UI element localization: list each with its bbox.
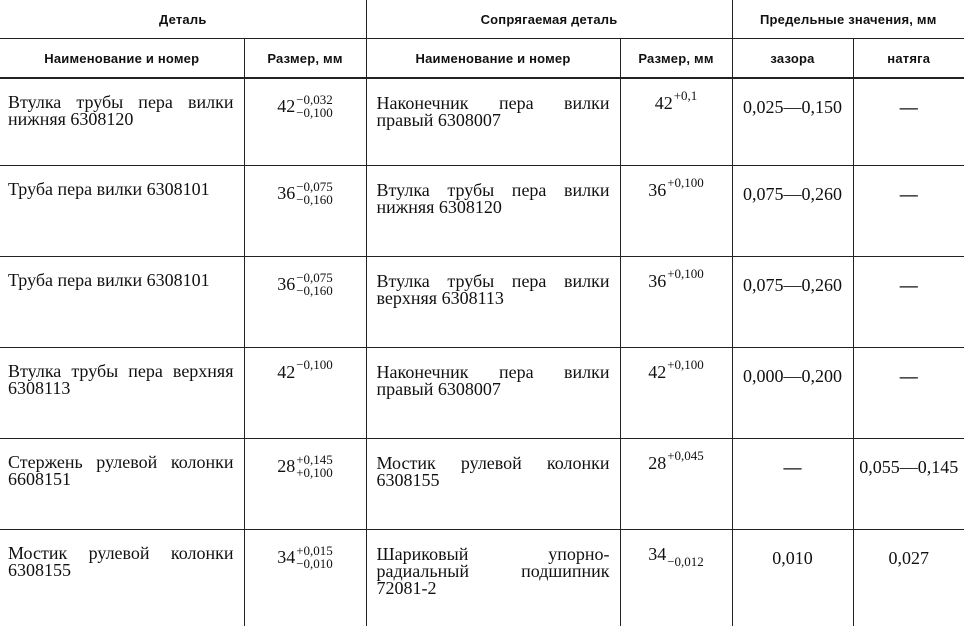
interference [853, 530, 964, 626]
dimension [655, 93, 698, 114]
mate-name: Втулка трубы пера вилки нижняя 6308120 [366, 166, 620, 257]
dimension-base: 36 [277, 274, 295, 295]
mate-size [620, 257, 732, 348]
tolerance-lower: −0,012 [667, 555, 704, 568]
tolerance-lower: −0,160 [296, 284, 333, 297]
interference-value: — [900, 97, 918, 117]
detail-size [244, 439, 366, 530]
header-size: Размер, мм [244, 39, 366, 79]
detail-name: Втулка трубы пера вилки нижняя 6308120 [0, 78, 244, 166]
tolerance-upper: +0,145 [296, 453, 333, 466]
detail-name: Втулка трубы пера верхняя 6308113 [0, 348, 244, 439]
dimension [648, 544, 704, 565]
tolerance [667, 449, 704, 462]
tolerance-upper: −0,032 [296, 93, 333, 106]
tolerance-upper: +0,045 [667, 449, 704, 462]
dimension [277, 544, 333, 570]
mate-name: Шариковый упорно-радиальный подшипник 72081-2 [366, 530, 620, 626]
detail-name: Труба пера вилки 6308101 [0, 166, 244, 257]
header-row-groups [0, 0, 964, 39]
header-limits: Предельные значения, мм [732, 0, 964, 39]
mate-name: Наконечник пера вилки правый 6308007 [366, 348, 620, 439]
dimension [277, 180, 333, 206]
interference-value: 0,055—0,145 [859, 457, 958, 477]
dimension-base: 42 [648, 362, 666, 383]
tolerance [296, 180, 333, 206]
detail-size [244, 348, 366, 439]
tolerance [674, 89, 698, 102]
header-mate-size: Размер, мм [620, 39, 732, 79]
tolerance-upper: −0,100 [296, 358, 333, 371]
header-name-number: Наименование и номер [0, 39, 244, 79]
tolerance-upper: −0,075 [296, 180, 333, 193]
detail-size [244, 530, 366, 626]
mate-name: Мостик рулевой колонки 6308155 [366, 439, 620, 530]
clearance-value: 0,000—0,200 [743, 366, 842, 386]
header-row-columns [0, 39, 964, 79]
header-mating-detail: Сопрягаемая деталь [366, 0, 732, 39]
tolerance-lower: −0,100 [296, 106, 333, 119]
table-row [0, 166, 964, 257]
mate-size [620, 348, 732, 439]
dimension-base: 42 [277, 362, 295, 383]
tolerance [296, 93, 333, 119]
dimension-base: 36 [277, 183, 295, 204]
interference [853, 439, 964, 530]
tolerance-upper: +0,100 [667, 176, 704, 189]
interference-value: — [900, 184, 918, 204]
tolerance-upper: +0,1 [674, 89, 698, 102]
tolerance-lower: −0,010 [296, 557, 333, 570]
detail-name: Мостик рулевой колонки 6308155 [0, 530, 244, 626]
clearance [732, 530, 853, 626]
detail-name: Стержень рулевой колонки 6608151 [0, 439, 244, 530]
tolerance-lower: +0,100 [296, 466, 333, 479]
dimension [648, 271, 704, 292]
clearance-value: 0,075—0,260 [743, 275, 842, 295]
dimension [648, 180, 704, 201]
table-row [0, 348, 964, 439]
clearance [732, 439, 853, 530]
clearance [732, 257, 853, 348]
tolerance [667, 555, 704, 568]
detail-size [244, 166, 366, 257]
tolerance-upper: −0,075 [296, 271, 333, 284]
clearance-value: 0,025—0,150 [743, 97, 842, 117]
clearance-value: 0,075—0,260 [743, 184, 842, 204]
clearance [732, 348, 853, 439]
detail-size [244, 257, 366, 348]
interference-value: — [900, 366, 918, 386]
dimension [648, 453, 704, 474]
interference [853, 166, 964, 257]
dimension-base: 36 [648, 180, 666, 201]
mate-size [620, 78, 732, 166]
detail-name: Труба пера вилки 6308101 [0, 257, 244, 348]
clearance-value: — [784, 457, 802, 477]
clearance [732, 166, 853, 257]
table-row [0, 78, 964, 166]
dimension-base: 42 [277, 96, 295, 117]
dimension [277, 362, 333, 383]
tolerance [667, 176, 704, 189]
mate-name: Наконечник пера вилки правый 6308007 [366, 78, 620, 166]
tolerance [296, 271, 333, 297]
header-clearance: зазора [732, 39, 853, 79]
tolerance [667, 358, 704, 371]
tolerance-upper: +0,100 [667, 358, 704, 371]
interference-value: — [900, 275, 918, 295]
dimension-base: 34 [648, 544, 666, 565]
clearance-value: 0,010 [772, 548, 813, 568]
dimension [277, 453, 333, 479]
dimension [277, 93, 333, 119]
detail-size [244, 78, 366, 166]
tolerance [667, 267, 704, 280]
tolerance-lower: −0,160 [296, 193, 333, 206]
table-row [0, 439, 964, 530]
tolerance [296, 544, 333, 570]
header-mate-name-number: Наименование и номер [366, 39, 620, 79]
mate-size [620, 439, 732, 530]
interference [853, 257, 964, 348]
dimension-base: 36 [648, 271, 666, 292]
tolerance-upper: +0,100 [667, 267, 704, 280]
dimension-base: 28 [648, 453, 666, 474]
mate-name: Втулка трубы пера вилки верхняя 6308113 [366, 257, 620, 348]
tolerance-upper: +0,015 [296, 544, 333, 557]
table-row [0, 257, 964, 348]
interference [853, 348, 964, 439]
dimension-base: 28 [277, 456, 295, 477]
dimension-base: 42 [655, 93, 673, 114]
interference-value: 0,027 [889, 548, 930, 568]
dimension [648, 362, 704, 383]
interference [853, 78, 964, 166]
header-detail: Деталь [0, 0, 366, 39]
mate-size [620, 166, 732, 257]
dimension [277, 271, 333, 297]
tolerance [296, 453, 333, 479]
header-interference: натяга [853, 39, 964, 79]
clearance [732, 78, 853, 166]
dimension-base: 34 [277, 547, 295, 568]
mate-size [620, 530, 732, 626]
table-row [0, 530, 964, 626]
tolerance [296, 358, 333, 371]
